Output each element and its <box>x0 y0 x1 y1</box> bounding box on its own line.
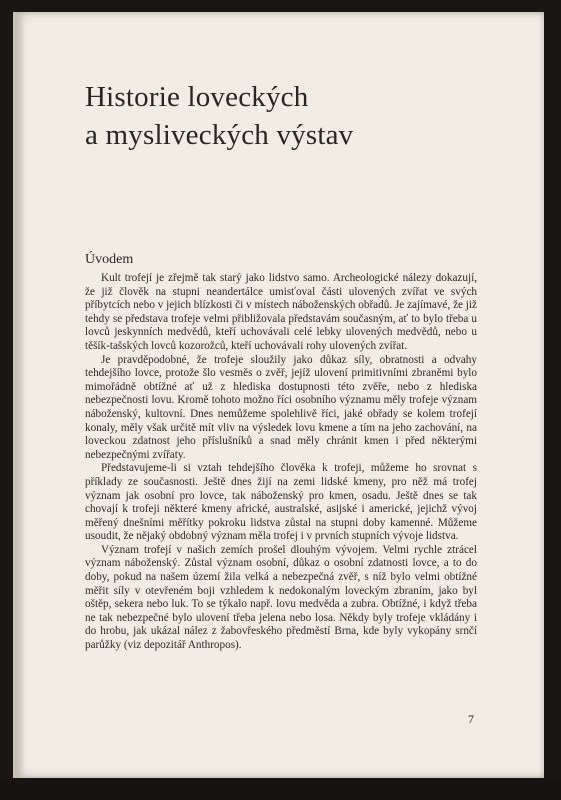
book-page <box>13 12 544 778</box>
paragraph: Je pravděpodobné, že trofeje sloužily jako důkaz síly, obratnosti a odvahy tehdejšího lovce, protože šlo vesměs o zvěř, jejíž ulovení primitivními zbraněmi bylo mimořádně obtížné ať už z hlediska dostupnosti této zvěře, nebo z hlediska nebezpečnosti lovu. Kromě tohoto možno říci osobního významu měly trofeje význam náboženský, kultovní. Dnes nemůžeme spolehlivě říci, jaké obřady se kolem trofejí konaly, měly však určitě mít vliv na výsledek lovu kmene a tím na jeho zachování, na loveckou zdatnost jeho příslušníků a snad měly chránit kmen i před některými nebezpečnými zvířaty. <box>85 353 477 461</box>
chapter-title <box>85 78 353 154</box>
scan-bottom-edge <box>0 778 561 800</box>
section-heading: Úvodem <box>85 252 134 267</box>
body-text <box>85 272 477 653</box>
page-number: 7 <box>468 712 474 726</box>
chapter-title-line-1: Historie loveckých <box>85 81 309 113</box>
page-gutter-shadow <box>13 12 25 778</box>
chapter-title-line-2: a mysliveckých výstav <box>85 119 354 151</box>
paragraph: Kult trofejí je zřejmě tak starý jako lidstvo samo. Archeologické nálezy dokazují, že již člověk na stupni neandertálce umisťoval části ulovených zvířat ve svých příbytcích nebo v jejich blízkosti či v místech náboženských obřadů. Je zajímavé, že již tehdy se představa trofeje velmi přibližovala představám současným, ať to bylo třeba u lovců jeskynních medvědů, kteří uchovávali celé lebky ulovených medvědů, nebo u těšík-tašských lovců kozorožců, kteří uchovávali rohy ulovených zvířat. <box>85 272 477 352</box>
paragraph: Význam trofejí v našich zemích prošel dlouhým vývojem. Velmi rychle ztrácel význam náboženský. Zůstal význam osobní, důkaz o osobní zdatnosti lovce, a to do doby, pokud na našem území žila velká a nebezpečná zvěř, s níž bylo velmi obtížné měřit síly v otevřeném boji vzhledem k nedokonalým loveckým zbraním, jako byl oštěp, sekera nebo luk. To se týkalo např. lovu medvěda a zubra. Obtížné, i když třeba ne tak nebezpečné bylo ulovení třeba jelena nebo losa. Někdy byly trofeje vkládány i do hrobu, jak ukázal nález z žabovřeského předměstí Brna, kde byly vykopány srnčí parůžky (viz depozitář Anthropos). <box>85 543 477 652</box>
paragraph: Představujeme-li si vztah tehdejšího člověka k trofeji, můžeme ho srovnat s příklady ze současnosti. Ještě dnes žijí na zemi lidské kmeny, pro něž má trofej význam jak osobní pro lovce, tak náboženský pro kmen, osadu. Ještě dnes se tak chovají k trofeji některé kmeny africké, australské, asijské i americké, jejichž vývoj měřený dnešními měřítky pokroku lidstva zůstal na stupni doby kamenné. Můžeme usoudit, že nějaký obdobný význam měla trofej i v prvních stupních vývoje lidstva. <box>85 462 477 543</box>
